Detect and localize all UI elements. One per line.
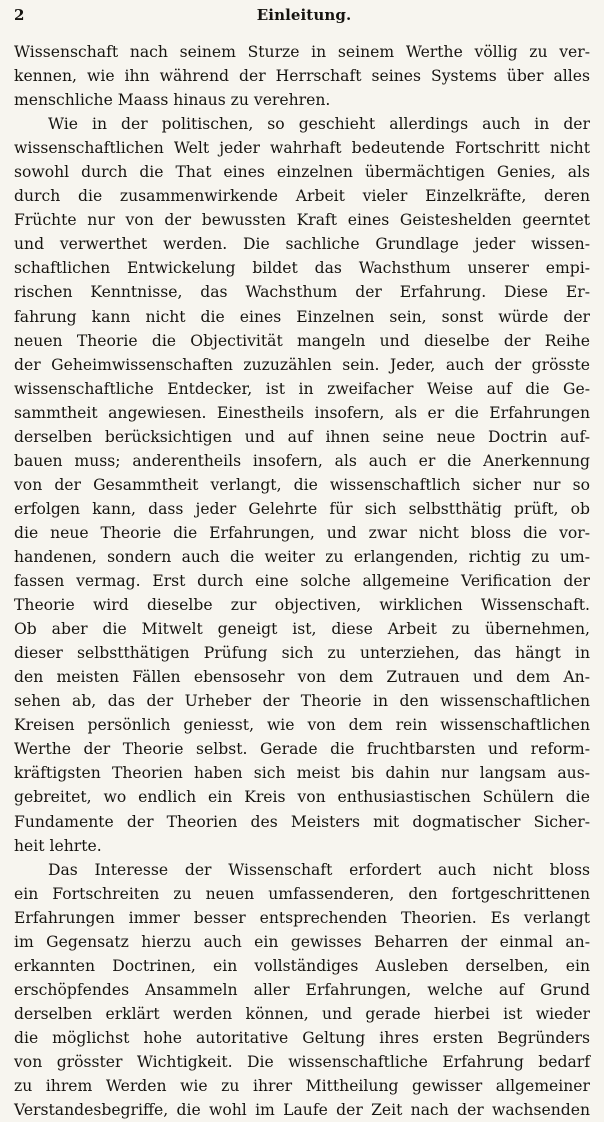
text-line: derselben erklärt werden können, und gerade hierbei ist wieder (14, 1004, 590, 1023)
text-line: menschliche Maass hinaus zu verehren. (14, 91, 331, 110)
text-line: rischen Kenntnisse, das Wachsthum der Erfahrung. Diese Er- (14, 283, 590, 302)
text-line: erfolgen kann, dass jeder Gelehrte für sich selbstthätig prüft, ob (14, 499, 590, 518)
text-line: Das Interesse der Wissenschaft erfordert auch nicht bloss (48, 860, 590, 879)
text-line: Fundamente der Theorien des Meisters mit dogmatischer Sicher- (14, 812, 590, 831)
text-line: erschöpfendes Ansammeln aller Erfahrungen, welche auf Grund (14, 980, 590, 999)
text-line: die möglichst hohe autoritative Geltung ihres ersten Begründers (14, 1028, 590, 1047)
text-line: fassen vermag. Erst durch eine solche allgemeine Verification der (14, 572, 590, 591)
text-line: kräftigsten Theorien haben sich meist bis dahin nur langsam aus- (14, 764, 590, 783)
text-line: gebreitet, wo endlich ein Kreis von enthusiastischen Schülern die (14, 788, 590, 807)
text-line: heit lehrte. (14, 836, 102, 855)
text-line: im Gegensatz hierzu auch ein gewisses Beharren der einmal an- (14, 932, 590, 951)
text-line: den meisten Fällen ebensosehr von dem Zutrauen und dem An- (14, 668, 590, 687)
text-line: erkannten Doctrinen, ein vollständiges Ausleben derselben, ein (14, 956, 590, 975)
text-line: Wie in der politischen, so geschieht allerdings auch in der (48, 115, 590, 134)
text-line: die neue Theorie die Erfahrungen, und zwar nicht bloss die vor- (14, 523, 590, 542)
text-line: Werthe der Theorie selbst. Gerade die fruchtbarsten und reform- (14, 740, 590, 759)
text-line: durch die zusammenwirkende Arbeit vieler Einzelkräfte, deren (14, 187, 590, 206)
text-line: wissenschaftlichen Welt jeder wahrhaft bedeutende Fortschritt nicht (14, 139, 590, 158)
text-line: dieser selbstthätigen Prüfung sich zu unterziehen, das hängt in (14, 644, 590, 663)
text-line: sammtheit angewiesen. Einestheils insofern, als er die Erfahrungen (14, 403, 590, 422)
text-line: wissenschaftliche Entdecker, ist in zweifacher Weise auf die Ge- (14, 379, 590, 398)
text-line: der Geheimwissenschaften zuzuzählen sein. Jeder, auch der grösste (14, 355, 590, 374)
text-line: ein Fortschreiten zu neuen umfassenderen, den fortgeschrittenen (14, 884, 590, 903)
running-head: Einleitung. (256, 6, 352, 24)
text-line: von grösster Wichtigkeit. Die wissenschaftliche Erfahrung bedarf (14, 1052, 590, 1071)
body-text (14, 40, 590, 1122)
text-line: Theorie wird dieselbe zur objectiven, wirklichen Wissenschaft. (14, 596, 590, 615)
text-line: fahrung kann nicht die eines Einzelnen sein, sonst würde der (14, 307, 590, 326)
page-number: 2 (14, 6, 25, 24)
text-line: neuen Theorie die Objectivität mangeln und dieselbe der Reihe (14, 331, 590, 350)
text-line: bauen muss; anderentheils insofern, als auch er die Anerkennung (14, 451, 590, 470)
text-line: sowohl durch die That eines einzelnen übermächtigen Genies, als (14, 163, 590, 182)
text-line: und verwerthet werden. Die sachliche Grundlage jeder wissen- (14, 235, 590, 254)
text-line: Erfahrungen immer besser entsprechenden Theorien. Es verlangt (14, 908, 590, 927)
text-line: Ob aber die Mitwelt geneigt ist, diese Arbeit zu übernehmen, (14, 620, 590, 639)
text-line: von der Gesammtheit verlangt, die wissenschaftlich sicher nur so (14, 475, 590, 494)
text-line: derselben berücksichtigen und auf ihnen seine neue Doctrin auf- (14, 427, 590, 446)
text-line: Früchte nur von der bewussten Kraft eines Geisteshelden geerntet (14, 211, 590, 230)
text-line: Wissenschaft nach seinem Sturze in seinem Werthe völlig zu ver- (14, 43, 590, 61)
text-line: Verstandesbegriffe, die wohl im Laufe der Zeit nach der wachsenden (14, 1101, 590, 1120)
text-line: sehen ab, das der Urheber der Theorie in den wissenschaftlichen (14, 692, 590, 711)
page-header (14, 6, 594, 30)
text-line: handenen, sondern auch die weiter zu erlangenden, richtig zu um- (14, 547, 590, 566)
text-line: zu ihrem Werden wie zu ihrer Mittheilung gewisser allgemeiner (14, 1077, 590, 1096)
text-line: kennen, wie ihn während der Herrschaft seines Systems über alles (14, 67, 590, 86)
text-line: schaftlichen Entwickelung bildet das Wachsthum unserer empi- (14, 259, 590, 278)
text-line: Kreisen persönlich geniesst, wie von dem rein wissenschaftlichen (14, 716, 590, 735)
